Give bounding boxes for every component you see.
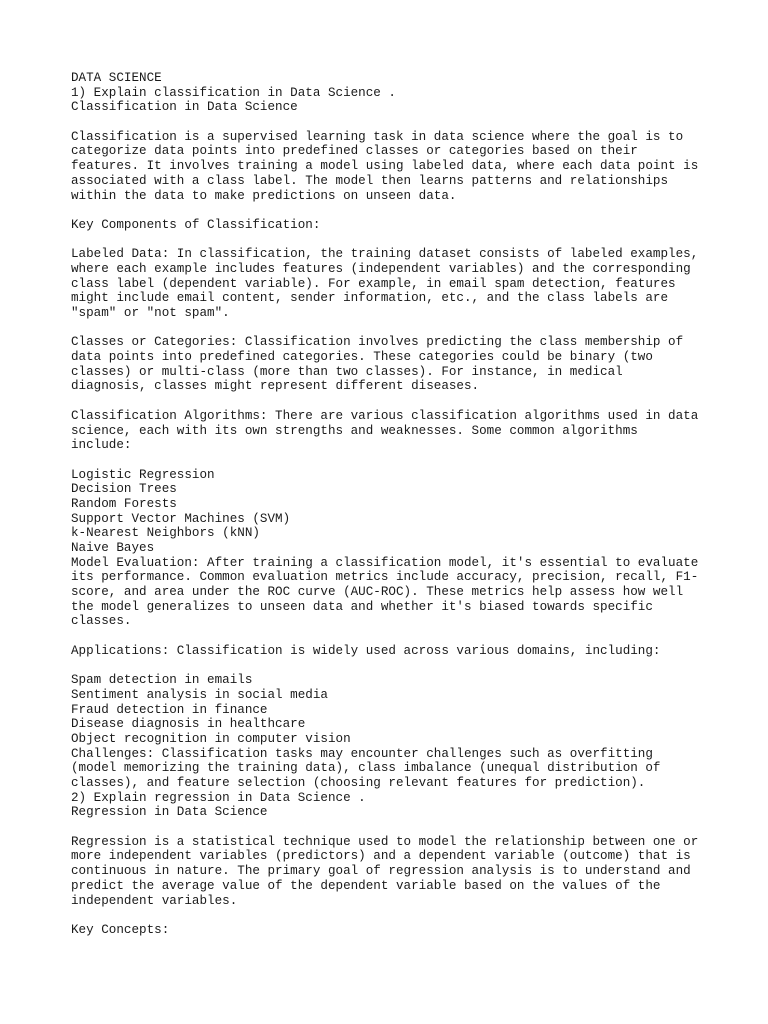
- challenges-paragraph: [71, 747, 731, 791]
- text-line: where each example includes features (independent variables) and the corresponding: [71, 261, 691, 276]
- paragraph-spacer: [71, 394, 731, 409]
- key-components-heading: Key Components of Classification:: [71, 217, 321, 232]
- key-concepts-heading: Key Concepts:: [71, 922, 170, 937]
- text-line: more independent variables (predictors) and a dependent variable (outcome) that is: [71, 849, 691, 864]
- text-line: Classification Algorithms: There are various classification algorithms used in data: [71, 408, 699, 423]
- text-line: features. It involves training a model using labeled data, where each data point is: [71, 159, 699, 174]
- paragraph-spacer: [71, 659, 731, 674]
- list-item: Disease diagnosis in healthcare: [71, 717, 306, 732]
- text-line: categorize data points into predefined classes or categories based on their: [71, 144, 638, 159]
- question-1-title: 1) Explain classification in Data Science .: [71, 85, 396, 100]
- list-item: Sentiment analysis in social media: [71, 687, 328, 702]
- text-line: associated with a class label. The model then learns patterns and relationships: [71, 173, 669, 188]
- text-line: predict the average value of the dependent variable based on the values of the: [71, 878, 661, 893]
- text-line: data points into predefined categories. These categories could be binary (two: [71, 350, 653, 365]
- list-item: Fraud detection in finance: [71, 702, 268, 717]
- question-1-subtitle: Classification in Data Science: [71, 100, 298, 115]
- paragraph-spacer: [71, 453, 731, 468]
- algorithms-paragraph: [71, 409, 731, 453]
- text-line: diagnosis, classes might represent different diseases.: [71, 379, 480, 394]
- paragraph-spacer: [71, 115, 731, 130]
- regression-intro-paragraph: [71, 835, 731, 908]
- text-line: classes) or multi-class (more than two classes). For instance, in medical: [71, 364, 623, 379]
- applications-intro: Applications: Classification is widely used across various domains, including:: [71, 643, 661, 658]
- applications-list: [71, 673, 731, 746]
- document-heading: DATA SCIENCE: [71, 71, 162, 85]
- text-line: Model Evaluation: After training a classification model, it's essential to evaluate: [71, 555, 699, 570]
- list-item: Decision Trees: [71, 482, 177, 497]
- paragraph-spacer: [71, 908, 731, 923]
- text-line: (model memorizing the training data), class imbalance (unequal distribution of: [71, 761, 661, 776]
- text-line: Labeled Data: In classification, the training dataset consists of labeled examples,: [71, 247, 699, 262]
- list-item: Object recognition in computer vision: [71, 731, 351, 746]
- text-line: its performance. Common evaluation metrics include accuracy, precision, recall, F1-: [71, 570, 699, 585]
- paragraph-spacer: [71, 203, 731, 218]
- model-evaluation-paragraph: [71, 556, 731, 629]
- list-item: k-Nearest Neighbors (kNN): [71, 526, 260, 541]
- document-page: [71, 71, 731, 938]
- text-line: the model generalizes to unseen data and whether it's biased towards specific: [71, 599, 653, 614]
- labeled-data-paragraph: [71, 247, 731, 320]
- text-line: "spam" or "not spam".: [71, 306, 230, 320]
- algorithms-list: [71, 468, 731, 556]
- text-line: Regression is a statistical technique used to model the relationship between one or: [71, 834, 699, 849]
- text-line: continuous in nature. The primary goal of regression analysis is to understand and: [71, 864, 691, 879]
- text-line: score, and area under the ROC curve (AUC-ROC). These metrics help assess how well: [71, 585, 684, 600]
- text-line: classes.: [71, 614, 132, 629]
- text-line: Classification is a supervised learning task in data science where the goal is to: [71, 129, 684, 144]
- question-2-subtitle: Regression in Data Science: [71, 805, 268, 820]
- paragraph-spacer: [71, 321, 731, 336]
- list-item: Support Vector Machines (SVM): [71, 511, 291, 526]
- list-item: Naive Bayes: [71, 541, 155, 555]
- list-item: Random Forests: [71, 496, 177, 511]
- paragraph-spacer: [71, 820, 731, 835]
- paragraph-spacer: [71, 629, 731, 644]
- classes-paragraph: [71, 335, 731, 394]
- list-item: Spam detection in emails: [71, 673, 253, 688]
- text-line: within the data to make predictions on unseen data.: [71, 188, 457, 203]
- text-line: Classes or Categories: Classification involves predicting the class membership of: [71, 335, 684, 350]
- text-line: Challenges: Classification tasks may encounter challenges such as overfitting: [71, 746, 653, 761]
- intro-paragraph: [71, 130, 731, 203]
- text-line: independent variables.: [71, 893, 238, 908]
- list-item: Logistic Regression: [71, 467, 215, 482]
- text-line: classes), and feature selection (choosing relevant features for prediction).: [71, 776, 646, 790]
- text-line: might include email content, sender information, etc., and the class labels are: [71, 291, 669, 306]
- text-line: science, each with its own strengths and weaknesses. Some common algorithms: [71, 423, 638, 438]
- text-line: include:: [71, 438, 132, 453]
- question-2-title: 2) Explain regression in Data Science .: [71, 790, 366, 805]
- paragraph-spacer: [71, 233, 731, 248]
- text-line: class label (dependent variable). For example, in email spam detection, features: [71, 276, 676, 291]
